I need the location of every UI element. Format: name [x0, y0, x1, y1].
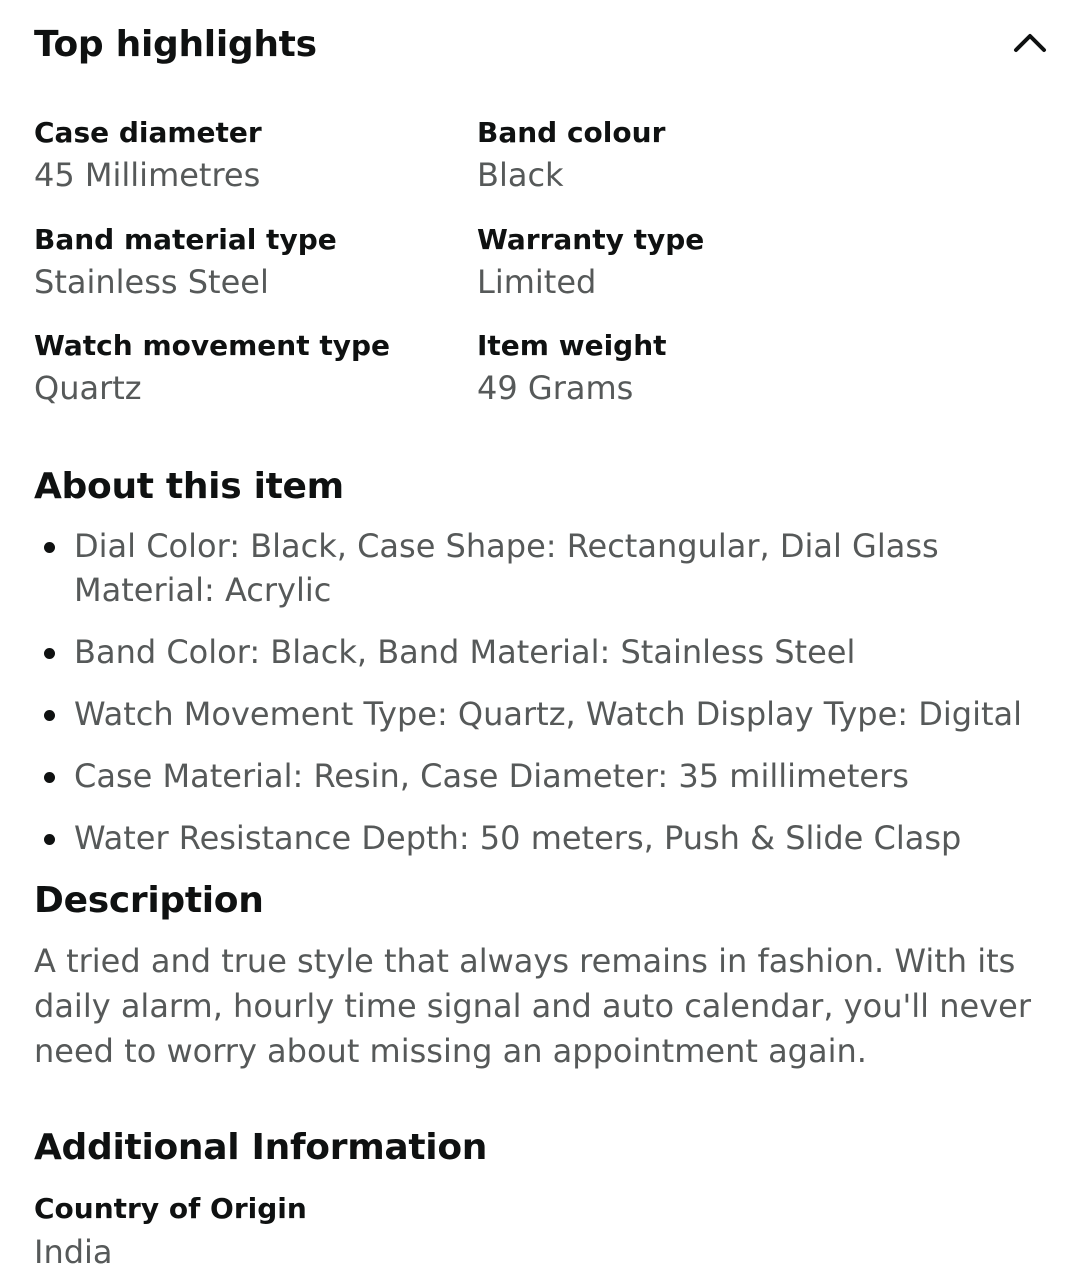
country-of-origin-value: India — [34, 1233, 113, 1271]
highlight-value: Stainless Steel — [34, 263, 269, 301]
highlight-band-material-type — [34, 220, 454, 304]
list-item: Band Color: Black, Band Material: Stainless Steel — [34, 630, 1044, 674]
about-this-item-title: About this item — [34, 466, 344, 507]
list-item: Watch Movement Type: Quartz, Watch Display Type: Digital — [34, 692, 1044, 736]
highlight-watch-movement-type — [34, 326, 454, 410]
top-highlights-title: Top highlights — [34, 24, 317, 65]
list-item: Dial Color: Black, Case Shape: Rectangular, Dial Glass Material: Acrylic — [34, 524, 1044, 612]
highlight-label: Warranty type — [477, 223, 705, 256]
country-of-origin-label: Country of Origin — [34, 1192, 307, 1225]
highlight-label: Band colour — [477, 116, 666, 149]
highlight-label: Band material type — [34, 223, 337, 256]
highlight-label: Watch movement type — [34, 329, 391, 362]
highlight-label: Item weight — [477, 329, 667, 362]
about-bullet-list — [34, 524, 1044, 878]
highlight-case-diameter — [34, 113, 454, 197]
additional-information-title: Additional Information — [34, 1127, 488, 1168]
highlight-band-colour — [477, 113, 897, 197]
chevron-up-icon — [1012, 30, 1048, 54]
highlight-value: 49 Grams — [477, 369, 634, 407]
description-title: Description — [34, 880, 264, 921]
highlight-value: 45 Millimetres — [34, 156, 261, 194]
highlight-warranty-type — [477, 220, 897, 304]
highlight-value: Quartz — [34, 369, 142, 407]
description-text: A tried and true style that always remains in fashion. With its daily alarm, hourly time signal and auto calendar, you'll never need to worry about missing an appointment again. — [34, 942, 1031, 1070]
highlight-label: Case diameter — [34, 116, 262, 149]
collapse-top-highlights-button[interactable] — [1008, 22, 1052, 62]
highlight-value: Black — [477, 156, 564, 194]
highlight-item-weight — [477, 326, 897, 410]
list-item: Water Resistance Depth: 50 meters, Push & Slide Clasp — [34, 816, 1044, 860]
list-item: Case Material: Resin, Case Diameter: 35 millimeters — [34, 754, 1044, 798]
highlight-value: Limited — [477, 263, 597, 301]
